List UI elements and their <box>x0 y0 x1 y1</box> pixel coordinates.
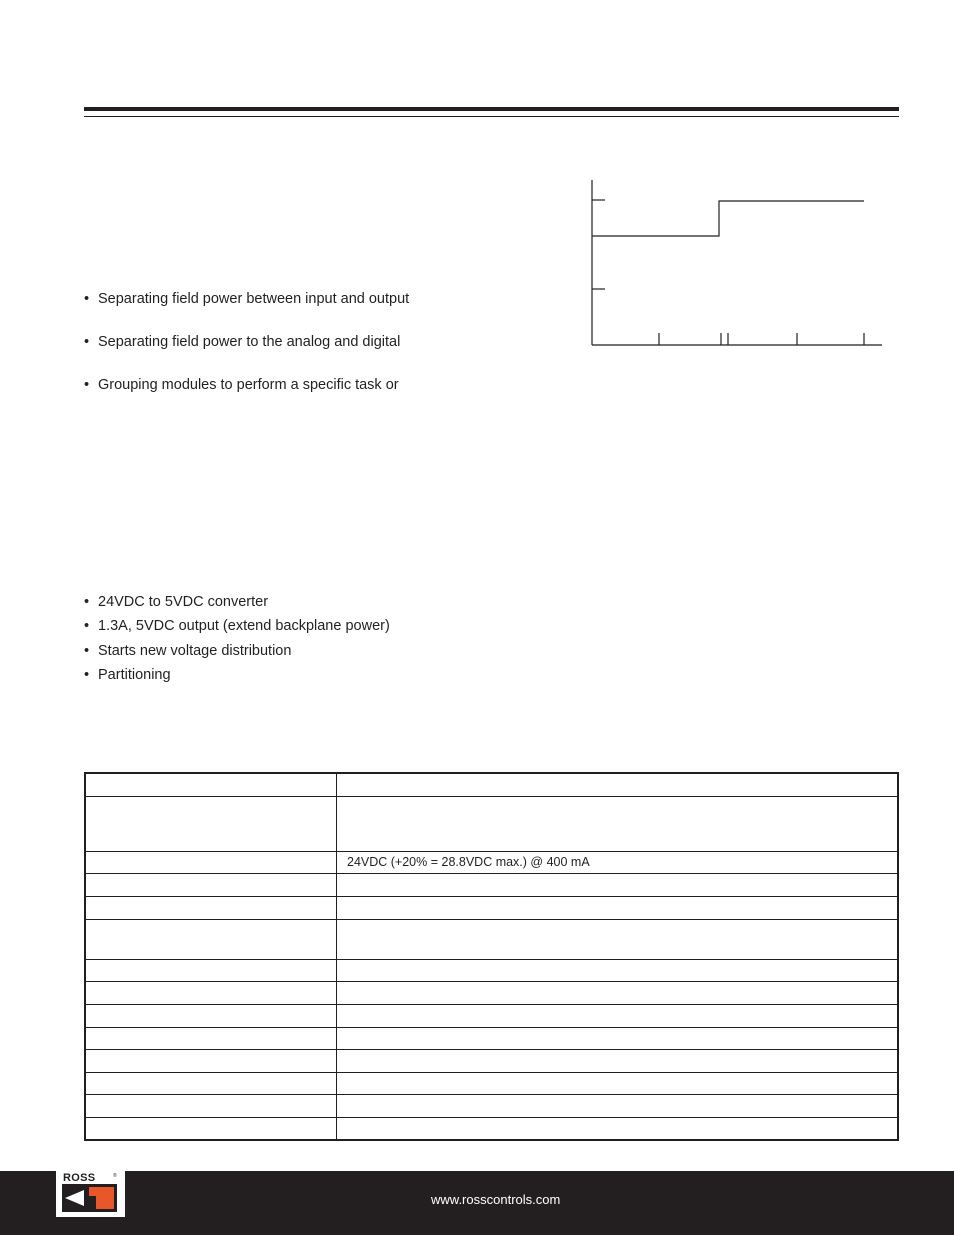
logo-text: ROSS <box>63 1172 96 1184</box>
bullet-item <box>84 643 390 667</box>
bullet-text: Partitioning <box>98 666 171 683</box>
spec-label <box>85 1004 337 1027</box>
spec-label <box>85 1094 337 1117</box>
table-row <box>85 796 898 851</box>
bullet-icon: • <box>84 618 90 635</box>
spec-value <box>337 1072 899 1094</box>
spec-label <box>85 1117 337 1140</box>
spec-value <box>337 796 899 851</box>
table-row <box>85 981 898 1004</box>
table-row <box>85 1004 898 1027</box>
table-row <box>85 1049 898 1072</box>
spec-label <box>85 981 337 1004</box>
header-rule-thin <box>84 116 899 117</box>
bullet-item <box>84 618 390 642</box>
bullet-icon: • <box>84 594 90 610</box>
spec-value <box>337 1117 899 1140</box>
table-row <box>85 1094 898 1117</box>
spec-value <box>337 1049 899 1072</box>
ross-logo <box>56 1170 125 1217</box>
spec-label <box>85 1049 337 1072</box>
table-row <box>85 919 898 959</box>
spec-label <box>85 1072 337 1094</box>
logo-registered-mark: ® <box>113 1173 117 1179</box>
table-row <box>85 896 898 919</box>
spec-label <box>85 959 337 981</box>
bullet-text: Separating field power to the analog and digital <box>98 334 401 350</box>
spec-label <box>85 851 337 873</box>
spec-table <box>84 772 899 1141</box>
table-row <box>85 1027 898 1049</box>
spec-label <box>85 1027 337 1049</box>
spec-value <box>337 1027 899 1049</box>
spec-value <box>337 1094 899 1117</box>
table-row <box>85 851 898 873</box>
power-graph <box>588 178 888 350</box>
spec-label <box>85 773 337 796</box>
bullet-icon: • <box>84 377 90 393</box>
bullet-text: 24VDC to 5VDC converter <box>98 594 269 610</box>
spec-value <box>337 1004 899 1027</box>
bullet-list-features <box>84 594 390 691</box>
bullet-item <box>84 334 409 377</box>
bullet-text: 1.3A, 5VDC output (extend backplane power) <box>98 618 390 635</box>
spec-value <box>337 919 899 959</box>
bullet-icon: • <box>84 666 90 683</box>
table-row <box>85 959 898 981</box>
graph-step-line <box>592 201 864 236</box>
bullet-text: Starts new voltage distribution <box>98 642 292 659</box>
bullet-text: Grouping modules to perform a specific task or <box>98 377 399 393</box>
bullet-item <box>84 291 409 334</box>
table-row <box>85 873 898 896</box>
bullet-item <box>84 667 390 691</box>
bullet-item <box>84 377 409 420</box>
bullet-icon: • <box>84 642 90 659</box>
spec-label <box>85 796 337 851</box>
website-link[interactable]: www.rosscontrols.com <box>431 1192 561 1207</box>
spec-value <box>337 873 899 896</box>
ross-mark-icon <box>62 1184 117 1212</box>
table-row <box>85 1072 898 1094</box>
table-row <box>85 1117 898 1140</box>
header-rule-thick <box>84 107 899 111</box>
table-row <box>85 773 898 796</box>
bullet-text: Separating field power between input and output <box>98 291 410 307</box>
spec-label <box>85 896 337 919</box>
spec-value <box>337 773 899 796</box>
spec-value <box>337 981 899 1004</box>
spec-value <box>337 959 899 981</box>
spec-label <box>85 919 337 959</box>
bullet-icon: • <box>84 334 90 350</box>
spec-label <box>85 873 337 896</box>
bullet-item <box>84 594 390 618</box>
bullet-list-partitioning <box>84 291 409 420</box>
bullet-icon: • <box>84 291 90 307</box>
spec-value: 24VDC (+20% = 28.8VDC max.) @ 400 mA <box>337 851 899 873</box>
spec-value <box>337 896 899 919</box>
